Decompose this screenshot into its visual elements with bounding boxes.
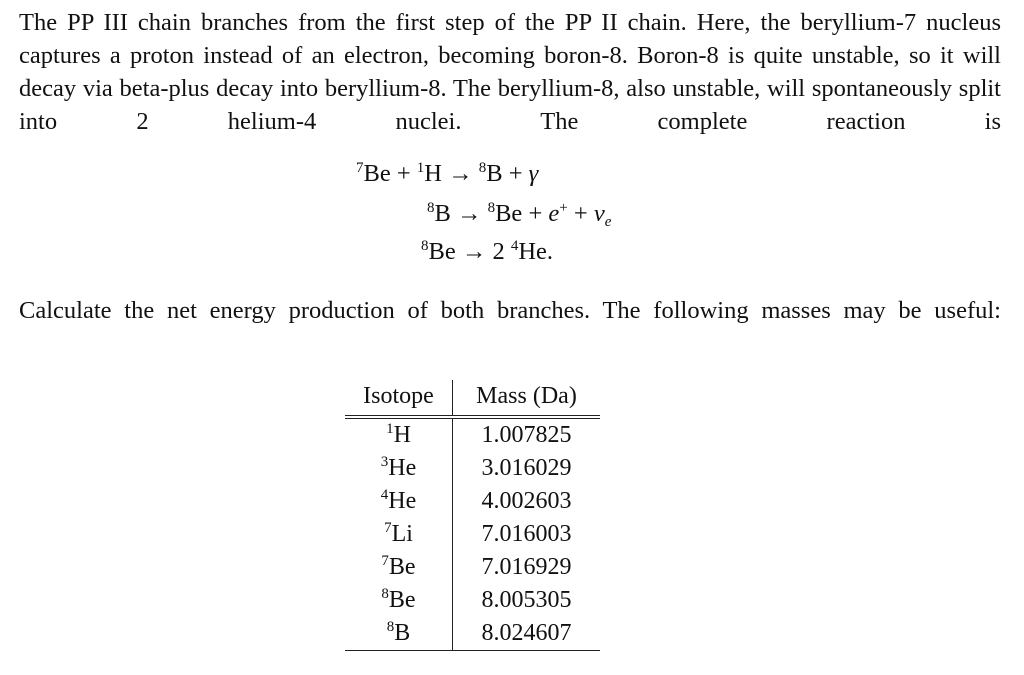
mass-number: 7	[384, 520, 392, 536]
element-symbol: Be	[428, 238, 456, 265]
mass-cell: 4.002603	[481, 488, 572, 514]
isotope-cell	[345, 584, 453, 617]
mass-number: 1	[416, 160, 425, 176]
mass-cell: 3.016029	[481, 455, 572, 481]
gamma-symbol: γ	[528, 160, 539, 187]
positron-symbol: e	[548, 200, 560, 227]
mass-number: 8	[421, 238, 429, 254]
coefficient: 2	[492, 238, 511, 265]
mass-number: 4	[380, 487, 389, 503]
arrow: →	[442, 160, 479, 187]
element-symbol: H	[424, 160, 442, 187]
plus-sign: +	[390, 160, 417, 187]
mass-cell: 1.007825	[481, 422, 572, 448]
element-symbol: B	[394, 620, 411, 646]
mass-number: 8	[427, 200, 435, 216]
mass-number: 1	[386, 421, 394, 437]
isotope-cell	[345, 551, 453, 584]
mass-cell: 7.016929	[481, 554, 572, 580]
table-row	[345, 617, 600, 650]
neutrino-subscript: e	[604, 214, 612, 230]
mass-cell: 8.024607	[481, 620, 572, 646]
reaction-2	[427, 199, 611, 229]
element-symbol: B	[434, 200, 451, 227]
mass-number: 3	[380, 454, 389, 470]
mass-number: 7	[356, 160, 364, 176]
table-rule	[345, 650, 600, 651]
reaction-1	[356, 159, 538, 189]
table-rule	[345, 415, 600, 416]
element-symbol: Be	[388, 587, 416, 613]
intro-paragraph: The PP III chain branches from the first step of the PP II chain. Here, the beryllium-7 nucleus captures a proton instead of an electron, becoming boron-8. Boron-8 is quite unstable, so it will decay via beta-plus decay into beryllium-8. The beryllium-8, also unstable, will spontaneously split into 2 helium-4 nuclei. The complete reaction is	[19, 9, 1001, 135]
element-symbol: Be	[363, 160, 391, 187]
plus-sign: +	[522, 200, 549, 227]
table-header-isotope: Isotope	[345, 380, 453, 415]
table-header-mass: Mass (Da)	[476, 383, 577, 409]
positron-charge: +	[559, 200, 568, 216]
isotope-mass-table	[345, 380, 600, 650]
mass-cell: 8.005305	[481, 587, 572, 613]
element-symbol: B	[486, 160, 503, 187]
question-paragraph: Calculate the net energy production of both branches. The following masses may be useful:	[19, 297, 1001, 324]
mass-cell: 7.016003	[481, 521, 572, 547]
element-symbol: He.	[518, 238, 554, 265]
reaction-3	[421, 237, 553, 267]
mass-number: 4	[510, 238, 519, 254]
plus-sign: +	[567, 200, 594, 227]
table-row	[345, 419, 600, 452]
element-symbol: He	[388, 488, 417, 514]
mass-number: 8	[381, 586, 389, 602]
table-row	[345, 485, 600, 518]
isotope-cell	[345, 419, 453, 452]
plus-sign: +	[502, 160, 529, 187]
isotope-cell	[345, 452, 453, 485]
neutrino-symbol: ν	[593, 200, 605, 227]
arrow: →	[450, 200, 488, 227]
table-row	[345, 518, 600, 551]
table-row	[345, 452, 600, 485]
element-symbol: Be	[388, 554, 416, 580]
element-symbol: H	[393, 422, 411, 448]
element-symbol: Be	[495, 200, 523, 227]
table-row	[345, 584, 600, 617]
mass-number: 8	[487, 200, 496, 216]
mass-number: 7	[381, 553, 389, 569]
isotope-cell	[345, 485, 453, 518]
mass-number: 8	[386, 619, 395, 635]
arrow: →	[455, 238, 493, 265]
isotope-cell	[345, 518, 453, 551]
table-rule	[345, 418, 600, 419]
element-symbol: He	[388, 455, 417, 481]
isotope-cell	[345, 617, 453, 650]
table-row	[345, 551, 600, 584]
table-header-row	[345, 380, 600, 415]
element-symbol: Li	[391, 521, 413, 547]
mass-number: 8	[478, 160, 487, 176]
